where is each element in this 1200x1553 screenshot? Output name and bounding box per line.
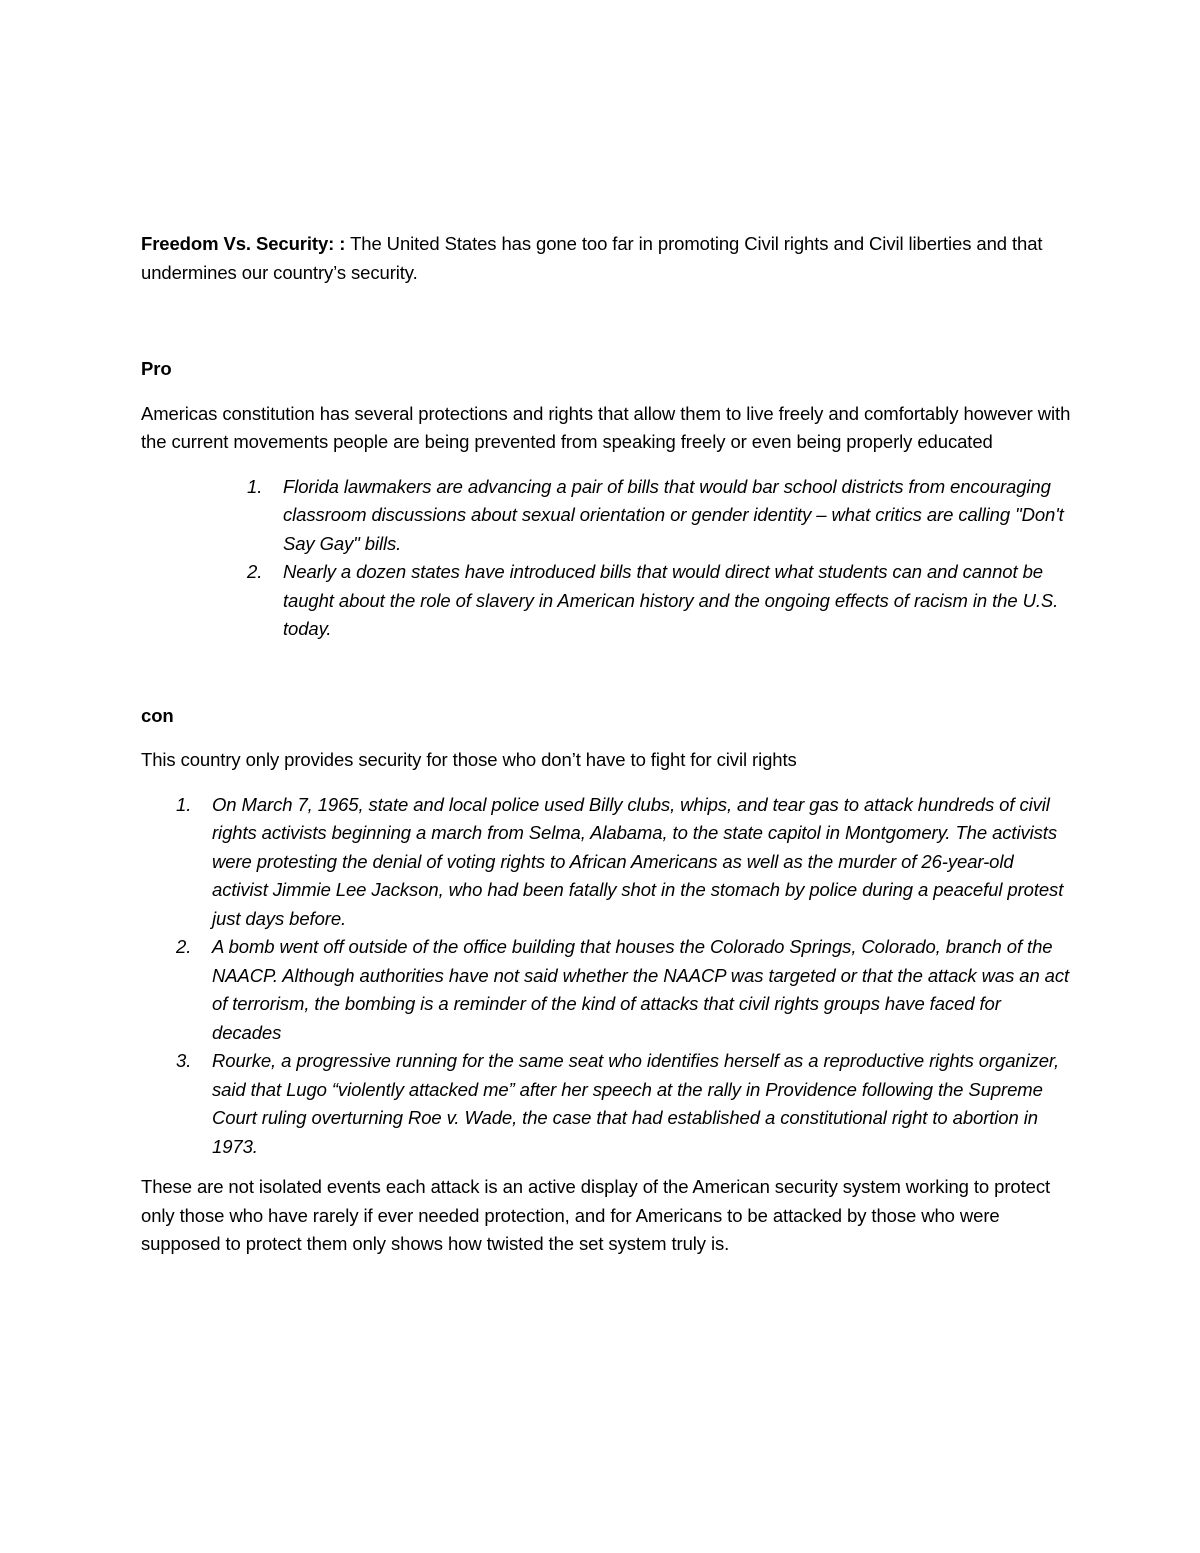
title-label: Freedom Vs. Security: : [141,233,346,254]
list-item-text: A bomb went off outside of the office building that houses the Colorado Springs, Colorado, branch of the NAACP. Although authorities have not said whether the NAACP was targeted or that the attack was an act of terrorism, the bombing is a reminder of the kind of attacks that civil rights groups have faced for decades [212,936,1070,1043]
list-item-text: Florida lawmakers are advancing a pair of bills that would bar school districts from encouraging classroom discussions about sexual orientation or gender identity – what critics are calling "Don't Say Gay" bills. [283,475,1064,554]
list-item [247,558,1071,644]
closing-paragraph: These are not isolated events each attack is an active display of the American security system working to protect only those who have rarely if ever needed protection, and for Americans to be attacked by those who were supposed to protect them only shows how twisted the set system truly is. [141,1176,1051,1254]
list-item-text: Nearly a dozen states have introduced bills that would direct what students can and cannot be taught about the role of slavery in American history and the ongoing effects of racism in the U.S. today. [283,561,1059,639]
title-paragraph [141,230,1071,287]
pro-intro: Americas constitution has several protections and rights that allow them to live freely and comfortably however with the current movements people are being prevented from speaking freely or even being properly educated [141,402,1071,452]
pro-heading: Pro [141,358,172,379]
title-text: The United States has gone too far in promoting Civil rights and Civil liberties and that undermines our country’s security. [141,233,1043,283]
document-page [141,230,1071,1259]
pro-list [141,473,1071,644]
list-number: 2. [176,936,192,957]
list-item-text: Rourke, a progressive running for the same seat who identifies herself as a reproductive rights organizer, said that Lugo “violently attacked me” after her speech at the rally in Providence following the Supreme Court ruling overturning Roe v. Wade, the case that had established a constitutional right to abortion in 1973. [212,1050,1060,1157]
list-number: 1. [247,475,263,497]
con-heading: con [141,704,174,726]
con-intro: This country only provides security for those who don’t have to fight for civil rights [141,749,797,770]
list-item [176,791,1071,934]
list-item [176,933,1071,1047]
con-list [141,791,1071,1162]
list-item [247,473,1071,559]
list-item-text: On March 7, 1965, state and local police used Billy clubs, whips, and tear gas to attack hundreds of civil rights activists beginning a march from Selma, Alabama, to the state capitol in Montgomery. The activists were protesting the denial of voting rights to African Americans as well as the murder of 26-year-old activist Jimmie Lee Jackson, who had been fatally shot in the stomach by police during a peaceful protest just days before. [212,793,1064,929]
list-number: 2. [247,561,263,582]
list-number: 3. [176,1050,192,1071]
list-item [176,1047,1071,1161]
list-number: 1. [176,793,192,815]
